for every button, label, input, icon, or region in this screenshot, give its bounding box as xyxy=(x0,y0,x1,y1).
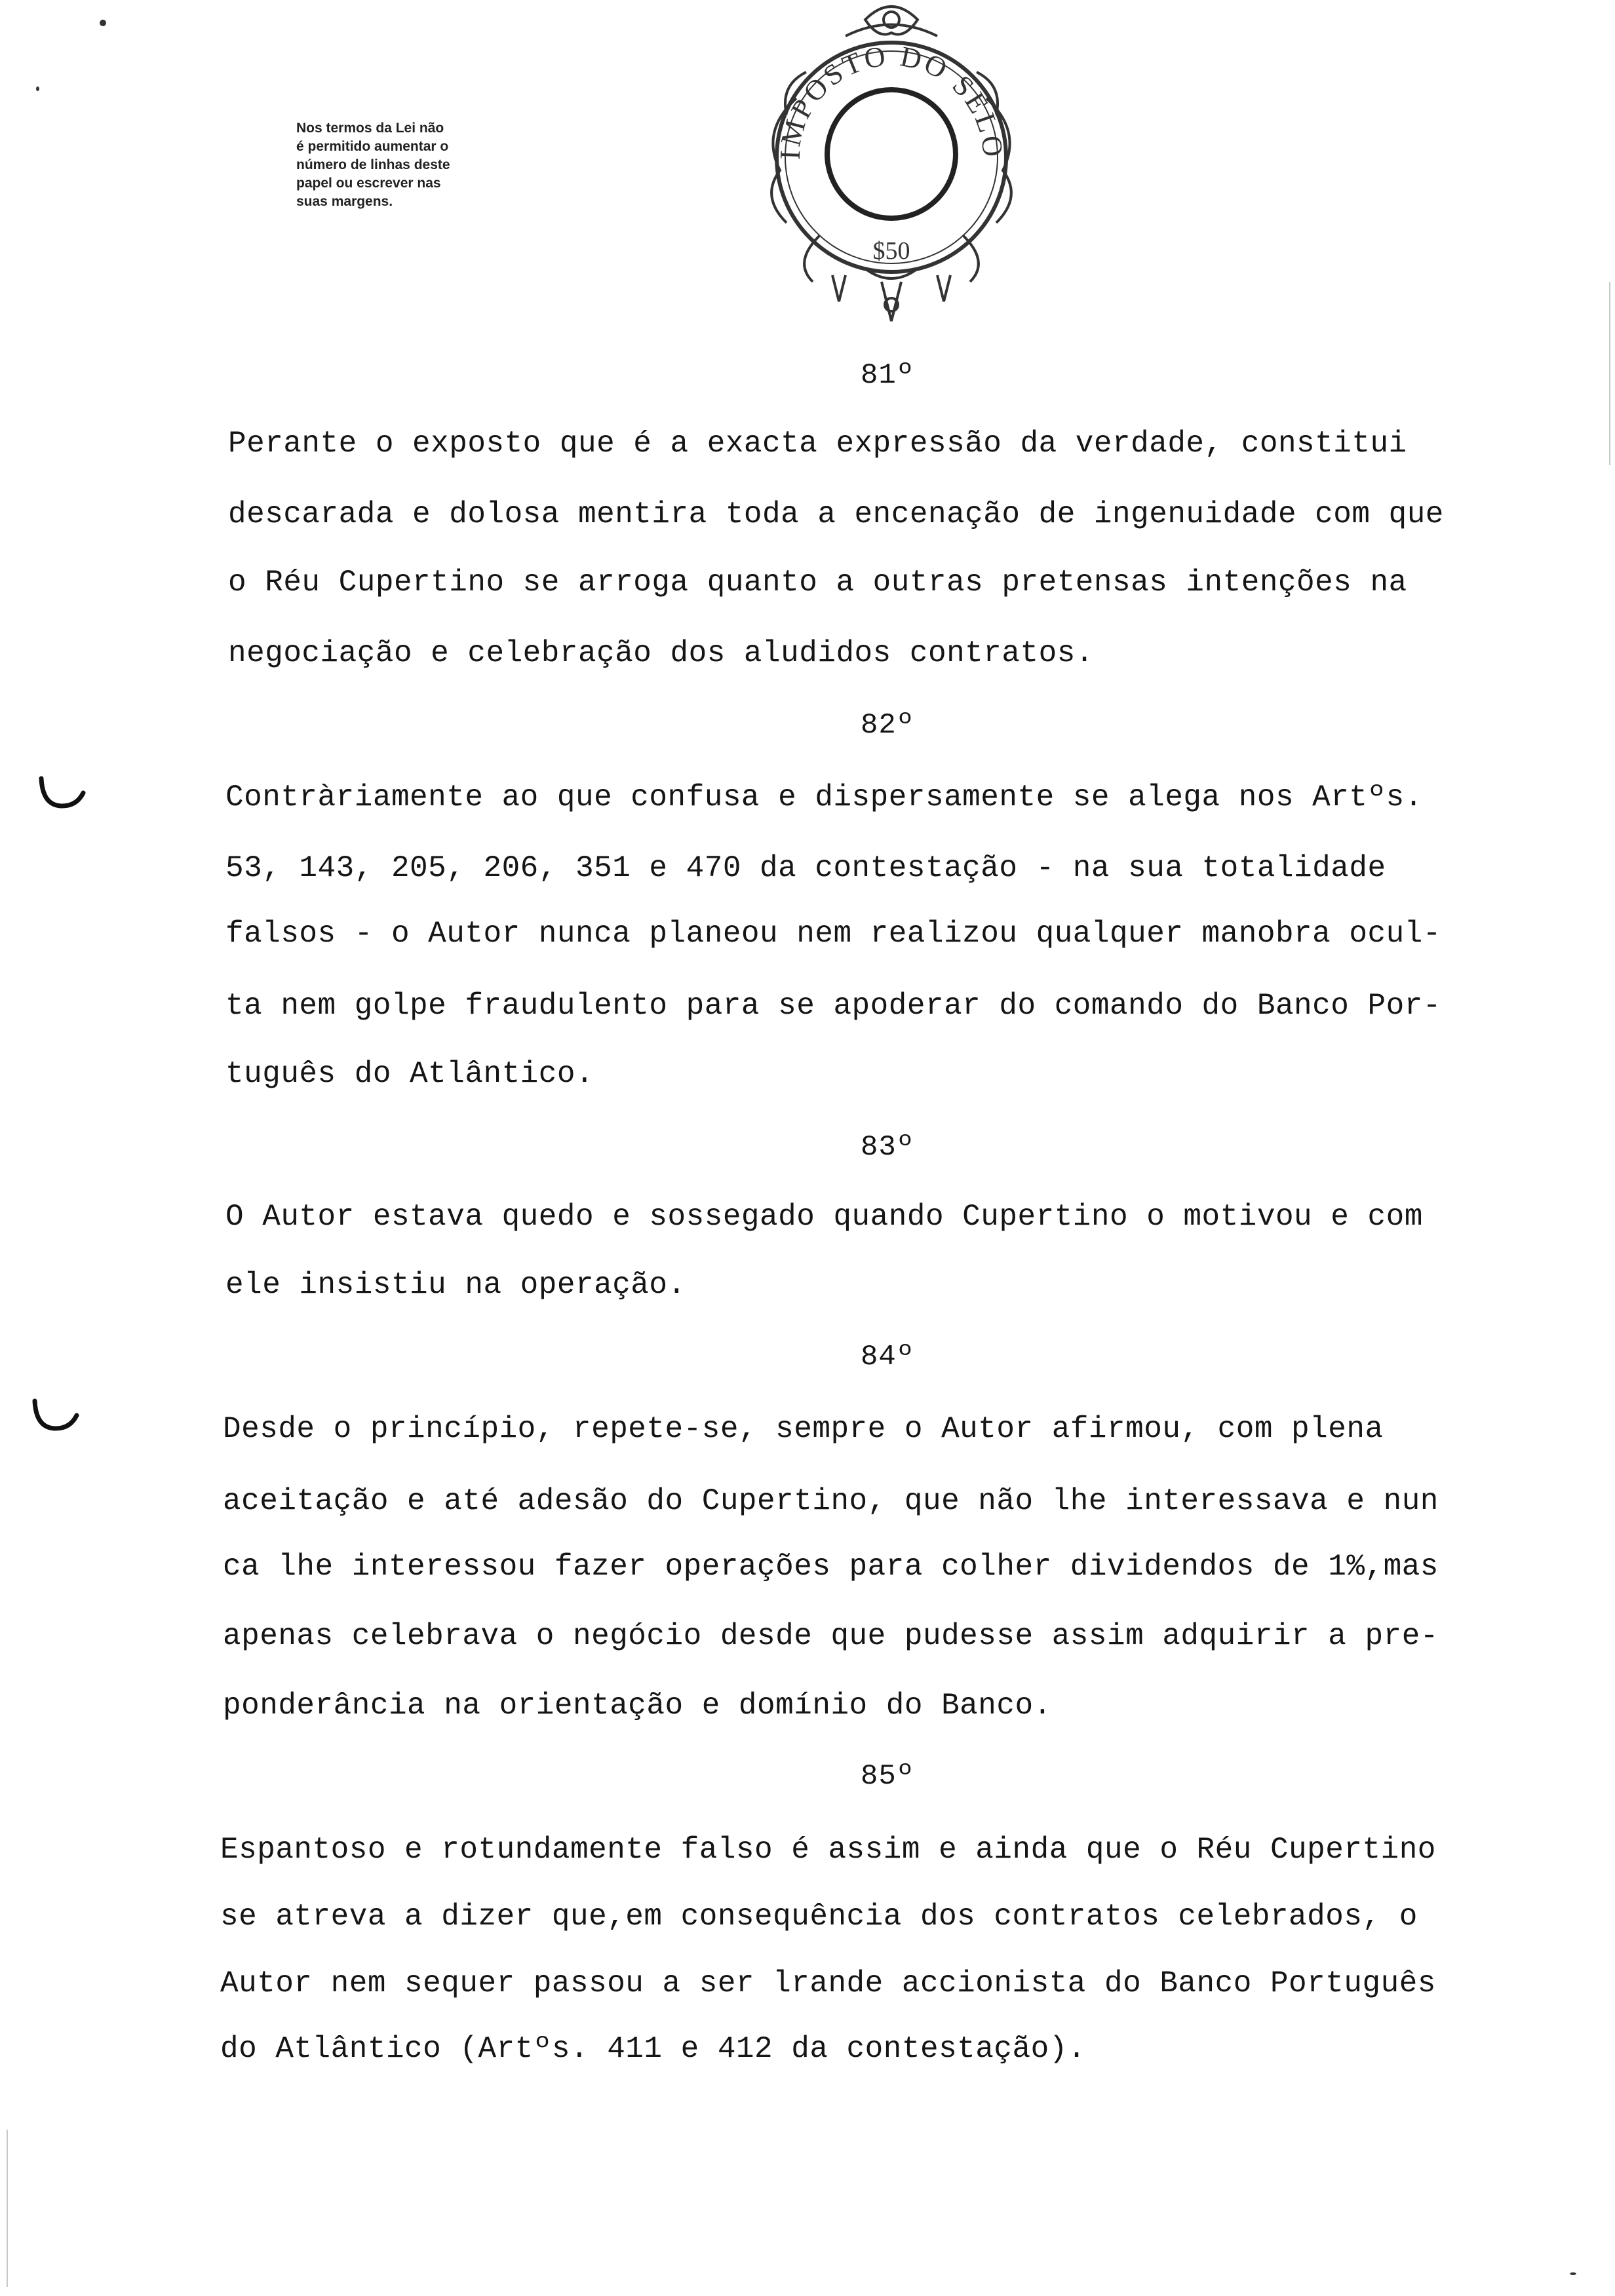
notice-line: suas margens. xyxy=(296,194,393,209)
text-line: O Autor estava quedo e sossegado quando Cupertino o motivou e com xyxy=(225,1200,1423,1234)
scan-speck xyxy=(1570,2272,1576,2275)
article-number: 81º xyxy=(861,359,915,392)
article-number: 84º xyxy=(861,1341,915,1373)
text-line: se atreva a dizer que,em consequência dos contratos celebrados, o xyxy=(220,1900,1418,1934)
text-line: Autor nem sequer passou a ser lrande accionista do Banco Português xyxy=(220,1966,1436,2000)
article-number: 85º xyxy=(861,1760,915,1793)
seal-pendant xyxy=(832,269,950,321)
text-line: Contràriamente ao que confusa e dispersamente se alega nos Artºs. xyxy=(225,780,1423,814)
punch-hole-mark xyxy=(36,773,88,813)
text-line: Desde o princípio, repete-se, sempre o Autor afirmou, com plena xyxy=(223,1412,1384,1446)
punch-hole-mark xyxy=(29,1396,82,1435)
text-line: Perante o exposto que é a exacta expressão da verdade, constitui xyxy=(228,427,1407,461)
notice-line: número de linhas deste xyxy=(296,157,450,172)
text-line: ele insistiu na operação. xyxy=(225,1268,686,1302)
text-line: ta nem golpe fraudulento para se apoderar do comando do Banco Por- xyxy=(225,989,1441,1023)
imposto-do-selo-seal xyxy=(734,0,1049,328)
text-line: tuguês do Atlântico. xyxy=(225,1057,594,1091)
text-line: falsos - o Autor nunca planeou nem realizou qualquer manobra ocul- xyxy=(225,917,1441,951)
text-line: ca lhe interessou fazer operações para colher dividendos de 1%,mas xyxy=(223,1550,1439,1584)
text-line: apenas celebrava o negócio desde que pudesse assim adquirir a pre- xyxy=(223,1619,1439,1653)
seal-crown-ornament xyxy=(846,7,937,36)
text-line: Espantoso e rotundamente falso é assim e ainda que o Réu Cupertino xyxy=(220,1833,1436,1867)
scan-speck xyxy=(100,20,106,26)
seal-inner-circle xyxy=(827,90,956,218)
scan-speck xyxy=(36,86,39,91)
notice-line: Nos termos da Lei não xyxy=(296,121,444,136)
text-line: descarada e dolosa mentira toda a encenação de ingenuidade com que xyxy=(228,497,1444,531)
text-line: do Atlântico (Artºs. 411 e 412 da contestação). xyxy=(220,2032,1086,2066)
text-line: negociação e celebração dos aludidos contratos. xyxy=(228,636,1094,670)
notice-line: papel ou escrever nas xyxy=(296,176,441,191)
notice-line: é permitido aumentar o xyxy=(296,139,449,154)
text-line: o Réu Cupertino se arroga quanto a outras pretensas intenções na xyxy=(228,565,1407,600)
text-line: 53, 143, 205, 206, 351 e 470 da contestação - na sua totalidade xyxy=(225,851,1386,885)
scan-edge-line xyxy=(1609,282,1610,465)
seal-text: IMPOSTO DO SELO xyxy=(773,39,1009,161)
article-number: 82º xyxy=(861,709,915,742)
stamp-duty-notice xyxy=(296,119,545,211)
article-number: 83º xyxy=(861,1131,915,1164)
scan-edge-line xyxy=(7,2130,8,2287)
text-line: ponderância na orientação e domínio do Banco. xyxy=(223,1689,1052,1723)
seal-value: $50 xyxy=(872,237,910,265)
text-line: aceitação e até adesão do Cupertino, que não lhe interessava e nun xyxy=(223,1484,1439,1518)
